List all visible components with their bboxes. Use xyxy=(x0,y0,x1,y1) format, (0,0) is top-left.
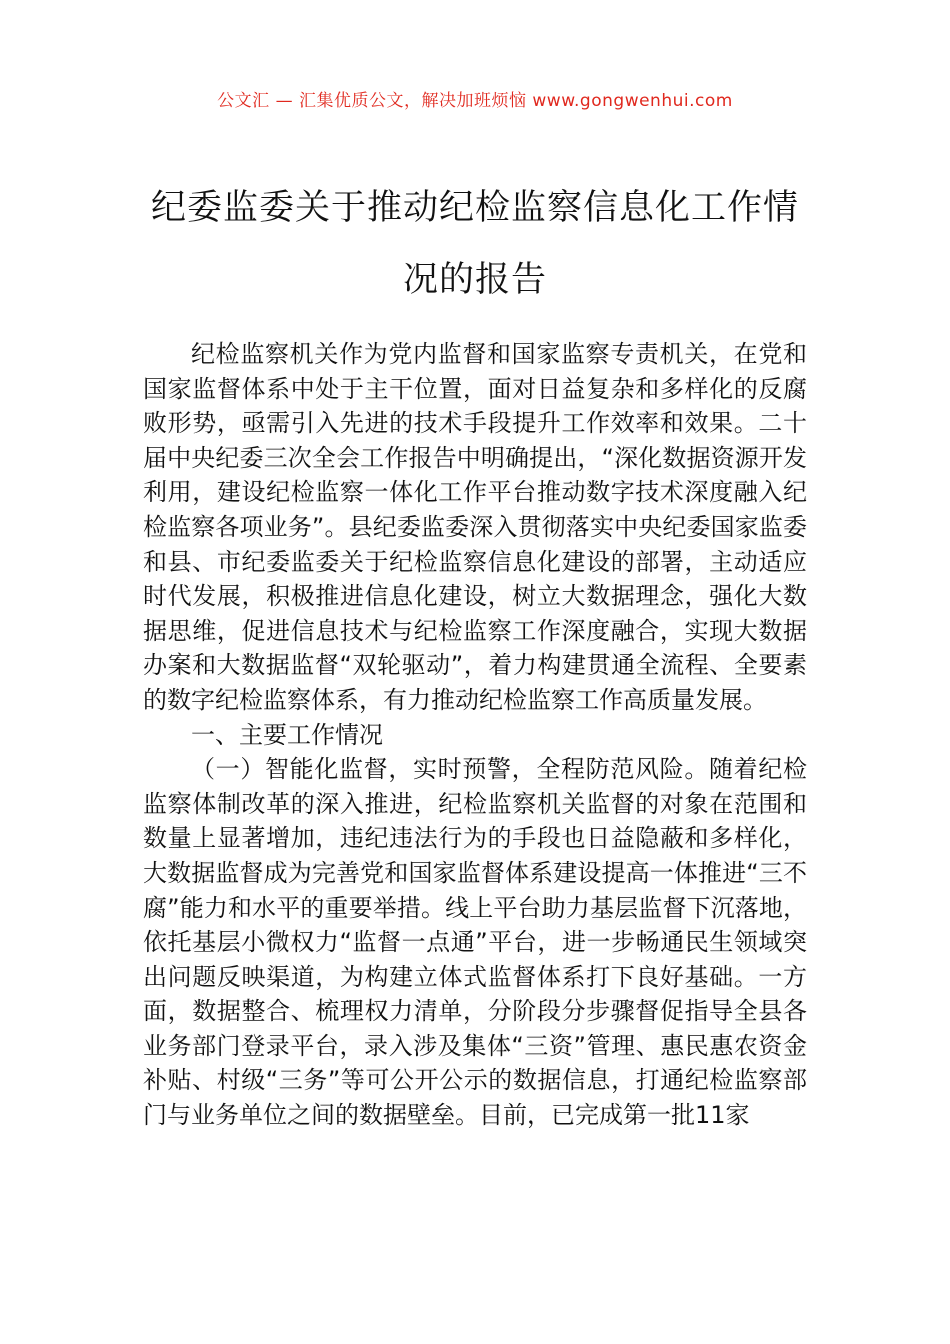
section-heading: 一、主要工作情况 xyxy=(191,720,383,749)
document-body xyxy=(143,337,807,1133)
document-title: 纪委监委关于推动纪检监察信息化工作情况的报告 xyxy=(150,188,799,300)
intro-paragraph: 纪检监察机关作为党内监督和国家监察专责机关，在党和国家监督体系中处于主干位置，面对日益复杂和多样化的反腐败形势，亟需引入先进的技术手段提升工作效率和效果。二十届中央纪委三次全会工作报告中明确提出，“深化数据资源开发利用，建设纪检监察一体化工作平台推动数字技术深度融入纪检监察各项业务”。县纪委监委深入贯彻落实中央纪委国家监委和县、市纪委监委关于纪检监察信息化建设的部署，主动适应时代发展，积极推进信息化建设，树立大数据理念，强化大数据思维，促进信息技术与纪检监察工作深度融合，实现大数据办案和大数据监督“双轮驱动”，着力构建贯通全流程、全要素的数字纪检监察体系，有力推动纪检监察工作高质量发展。 xyxy=(143,340,807,714)
subsection-paragraph: （一）智能化监督，实时预警，全程防范风险。随着纪检监察体制改革的深入推进，纪检监察机关监督的对象在范围和数量上显著增加，违纪违法行为的手段也日益隐蔽和多样化，大数据监督成为完善党和国家监督体系建设提高一体推进“三不腐”能力和水平的重要举措。线上平台助力基层监督下沉落地，依托基层小微权力“监督一点通”平台，进一步畅通民生领域突出问题反映渠道，为构建立体式监督体系打下良好基础。一方面，数据整合、梳理权力清单，分阶段分步骤督促指导全县各业务部门登录平台，录入涉及集体“三资”管理、惠民惠农资金补贴、村级“三务”等可公开公示的数据信息，打通纪检监察部门与业务单位之间的数据壁垒。目前，已完成第一批11家 xyxy=(143,755,807,1130)
header-banner: 公文汇 — 汇集优质公文，解决加班烦恼 www.gongwenhui.com xyxy=(217,91,733,111)
